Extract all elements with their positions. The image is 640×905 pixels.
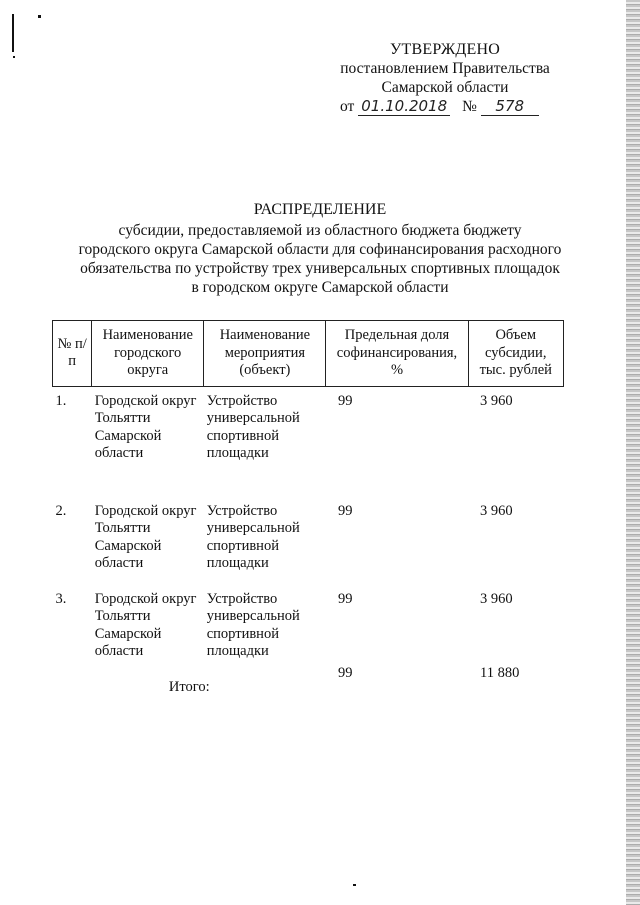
table-row — [53, 386, 564, 501]
total-label-cell — [53, 665, 326, 697]
scan-mark — [353, 884, 356, 886]
scan-mark — [13, 56, 15, 58]
header-amount: Объем субсидии, тыс. рублей — [468, 321, 564, 387]
row-share: 99 — [337, 392, 353, 409]
total-amount: 11 880 — [480, 664, 520, 681]
row-event: Устройство универсальной спортивной площадки — [206, 590, 300, 659]
row-amount: 3 960 — [480, 392, 513, 409]
approval-title: УТВЕРЖДЕНО — [389, 41, 500, 58]
header-district: Наименование городского округа — [92, 321, 204, 387]
row-event: Устройство универсальной спортивной площадки — [206, 502, 300, 571]
scan-mark — [12, 14, 14, 52]
heading-line: обязательства по устройству трех универсальных спортивных площадок — [80, 260, 560, 277]
heading-title: РАСПРЕДЕЛЕНИЕ — [253, 201, 387, 218]
approval-line: Самарской области — [381, 79, 509, 96]
table-header-row — [53, 321, 564, 387]
order-number-label: № — [462, 98, 477, 115]
scan-mark — [38, 15, 41, 18]
order-number: 578 — [481, 97, 539, 116]
order-from-label: от — [340, 98, 355, 115]
document-heading — [40, 200, 600, 297]
heading-line: в городском округе Самарской области — [191, 279, 449, 296]
heading-line: субсидии, предоставляемой из областного бюджета бюджету — [118, 222, 522, 239]
total-label: Итого: — [168, 678, 210, 695]
row-event: Устройство универсальной спортивной площадки — [206, 392, 300, 461]
row-district: Городской округ Тольятти Самарской области — [94, 392, 197, 461]
approval-line: постановлением Правительства — [340, 60, 550, 77]
total-row — [53, 665, 564, 697]
row-amount: 3 960 — [480, 502, 513, 519]
row-number: 3. — [55, 590, 67, 607]
distribution-table — [52, 320, 564, 696]
row-amount: 3 960 — [480, 590, 513, 607]
approval-stamp — [330, 40, 560, 97]
header-event: Наименование мероприятия (объект) — [204, 321, 326, 387]
order-line — [340, 97, 570, 116]
row-district: Городской округ Тольятти Самарской области — [94, 502, 197, 571]
row-number: 1. — [55, 392, 67, 409]
row-number: 2. — [55, 502, 67, 519]
header-share: Предельная доля софинансирования, % — [326, 321, 468, 387]
heading-line: городского округа Самарской области для софинансирования расходного — [78, 241, 562, 258]
table-row — [53, 591, 564, 665]
row-share: 99 — [337, 502, 353, 519]
order-date: 01.10.2018 — [358, 97, 450, 116]
row-share: 99 — [337, 590, 353, 607]
scan-edge — [626, 0, 640, 905]
header-number: № п/п — [53, 321, 92, 387]
table-row — [53, 501, 564, 591]
total-share: 99 — [337, 664, 353, 681]
row-district: Городской округ Тольятти Самарской области — [94, 590, 197, 659]
